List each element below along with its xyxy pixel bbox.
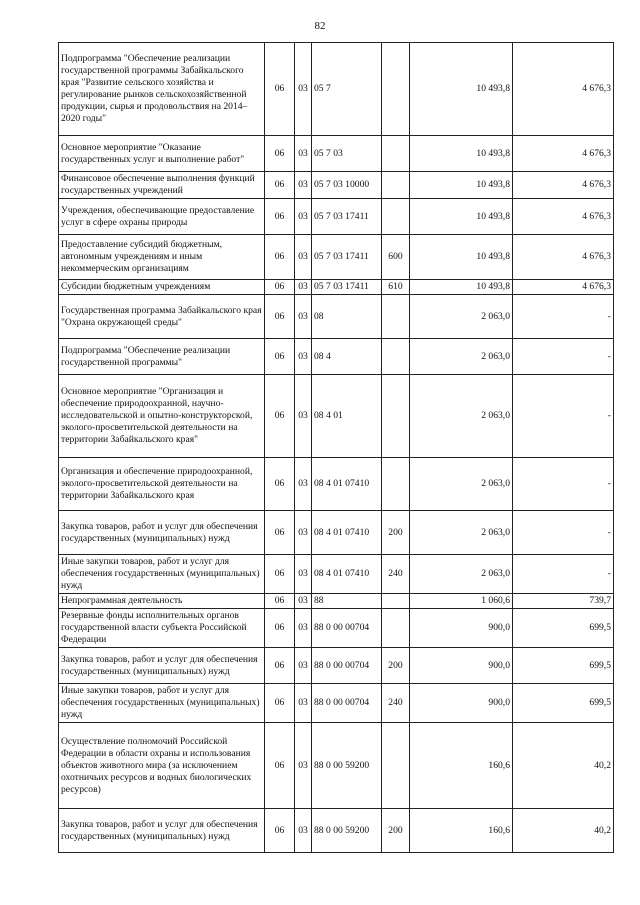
- expense-type-cell: 200: [382, 511, 410, 555]
- amount-plan-cell: 900,0: [410, 684, 513, 723]
- amount-plan-cell: 2 063,0: [410, 339, 513, 375]
- row-name-cell: Субсидии бюджетным учреждениям: [59, 280, 265, 295]
- subsection-code-cell: 03: [295, 235, 312, 280]
- row-name-cell: Закупка товаров, работ и услуг для обеспечения государственных (муниципальных) нужд: [59, 511, 265, 555]
- amount-plan-cell: 2 063,0: [410, 555, 513, 594]
- section-code-cell: 06: [265, 809, 295, 853]
- amount-actual-cell: 699,5: [513, 609, 614, 648]
- subsection-code-cell: 03: [295, 723, 312, 809]
- target-article-cell: 05 7 03 17411: [312, 199, 382, 235]
- amount-actual-cell: -: [513, 555, 614, 594]
- expense-type-cell: 200: [382, 809, 410, 853]
- amount-plan-cell: 10 493,8: [410, 280, 513, 295]
- target-article-cell: 05 7 03: [312, 136, 382, 172]
- subsection-code-cell: 03: [295, 458, 312, 511]
- table-row: [59, 375, 614, 458]
- subsection-code-cell: 03: [295, 199, 312, 235]
- amount-plan-cell: 900,0: [410, 648, 513, 684]
- row-name-cell: Подпрограмма "Обеспечение реализации государственной программы Забайкальского края "Развитие сельского хозяйства и регулирование рынков сельскохозяйственной продукции, сырья и продовольствия на 2014–2020 годы": [59, 43, 265, 136]
- amount-actual-cell: 699,5: [513, 684, 614, 723]
- target-article-cell: 05 7: [312, 43, 382, 136]
- section-code-cell: 06: [265, 375, 295, 458]
- table-row: [59, 199, 614, 235]
- subsection-code-cell: 03: [295, 375, 312, 458]
- expense-type-cell: 600: [382, 235, 410, 280]
- expense-type-cell: [382, 43, 410, 136]
- row-name-cell: Подпрограмма "Обеспечение реализации государственной программы": [59, 339, 265, 375]
- amount-actual-cell: 4 676,3: [513, 43, 614, 136]
- amount-plan-cell: 900,0: [410, 609, 513, 648]
- row-name-cell: Учреждения, обеспечивающие предоставление услуг в сфере охраны природы: [59, 199, 265, 235]
- table-row: [59, 235, 614, 280]
- target-article-cell: 05 7 03 10000: [312, 172, 382, 199]
- table-row: [59, 43, 614, 136]
- amount-actual-cell: 4 676,3: [513, 235, 614, 280]
- table-row: [59, 609, 614, 648]
- row-name-cell: Непрограммная деятельность: [59, 594, 265, 609]
- amount-actual-cell: 4 676,3: [513, 280, 614, 295]
- subsection-code-cell: 03: [295, 136, 312, 172]
- expense-type-cell: 200: [382, 648, 410, 684]
- amount-actual-cell: -: [513, 511, 614, 555]
- row-name-cell: Осуществление полномочий Российской Федерации в области охраны и использования объектов животного мира (за исключением охотничьих ресурсов и водных биологических ресурсов): [59, 723, 265, 809]
- target-article-cell: 08 4 01 07410: [312, 555, 382, 594]
- expense-type-cell: 240: [382, 555, 410, 594]
- section-code-cell: 06: [265, 648, 295, 684]
- section-code-cell: 06: [265, 609, 295, 648]
- expense-type-cell: 240: [382, 684, 410, 723]
- table-row: [59, 295, 614, 339]
- expense-type-cell: [382, 172, 410, 199]
- section-code-cell: 06: [265, 172, 295, 199]
- target-article-cell: 88 0 00 59200: [312, 809, 382, 853]
- expense-type-cell: [382, 458, 410, 511]
- amount-plan-cell: 160,6: [410, 723, 513, 809]
- expense-type-cell: [382, 594, 410, 609]
- row-name-cell: Финансовое обеспечение выполнения функций государственных учреждений: [59, 172, 265, 199]
- page-number: 82: [314, 20, 326, 32]
- budget-table: [58, 42, 614, 853]
- section-code-cell: 06: [265, 43, 295, 136]
- target-article-cell: 08 4 01 07410: [312, 458, 382, 511]
- section-code-cell: 06: [265, 555, 295, 594]
- amount-plan-cell: 10 493,8: [410, 199, 513, 235]
- expense-type-cell: [382, 339, 410, 375]
- amount-plan-cell: 2 063,0: [410, 511, 513, 555]
- amount-actual-cell: 4 676,3: [513, 172, 614, 199]
- target-article-cell: 88 0 00 59200: [312, 723, 382, 809]
- target-article-cell: 08 4 01: [312, 375, 382, 458]
- amount-actual-cell: 40,2: [513, 723, 614, 809]
- amount-plan-cell: 1 060,6: [410, 594, 513, 609]
- amount-actual-cell: 40,2: [513, 809, 614, 853]
- expense-type-cell: [382, 375, 410, 458]
- table-row: [59, 594, 614, 609]
- subsection-code-cell: 03: [295, 511, 312, 555]
- table-row: [59, 172, 614, 199]
- target-article-cell: 08 4: [312, 339, 382, 375]
- amount-plan-cell: 10 493,8: [410, 172, 513, 199]
- expense-type-cell: [382, 609, 410, 648]
- expense-type-cell: 610: [382, 280, 410, 295]
- amount-plan-cell: 2 063,0: [410, 458, 513, 511]
- table-row: [59, 458, 614, 511]
- amount-actual-cell: 739,7: [513, 594, 614, 609]
- subsection-code-cell: 03: [295, 609, 312, 648]
- target-article-cell: 05 7 03 17411: [312, 235, 382, 280]
- subsection-code-cell: 03: [295, 43, 312, 136]
- amount-actual-cell: -: [513, 375, 614, 458]
- expense-type-cell: [382, 723, 410, 809]
- target-article-cell: 08 4 01 07410: [312, 511, 382, 555]
- table-row: [59, 723, 614, 809]
- target-article-cell: 88 0 00 00704: [312, 609, 382, 648]
- expense-type-cell: [382, 295, 410, 339]
- section-code-cell: 06: [265, 235, 295, 280]
- amount-actual-cell: -: [513, 458, 614, 511]
- subsection-code-cell: 03: [295, 339, 312, 375]
- subsection-code-cell: 03: [295, 684, 312, 723]
- amount-actual-cell: -: [513, 339, 614, 375]
- target-article-cell: 05 7 03 17411: [312, 280, 382, 295]
- section-code-cell: 06: [265, 199, 295, 235]
- subsection-code-cell: 03: [295, 295, 312, 339]
- section-code-cell: 06: [265, 684, 295, 723]
- amount-actual-cell: -: [513, 295, 614, 339]
- row-name-cell: Предоставление субсидий бюджетным, автономным учреждениям и иным некоммерческим организациям: [59, 235, 265, 280]
- amount-plan-cell: 160,6: [410, 809, 513, 853]
- subsection-code-cell: 03: [295, 648, 312, 684]
- section-code-cell: 06: [265, 594, 295, 609]
- subsection-code-cell: 03: [295, 280, 312, 295]
- row-name-cell: Закупка товаров, работ и услуг для обеспечения государственных (муниципальных) нужд: [59, 809, 265, 853]
- target-article-cell: 08: [312, 295, 382, 339]
- subsection-code-cell: 03: [295, 809, 312, 853]
- row-name-cell: Резервные фонды исполнительных органов государственной власти субъекта Российской Федерации: [59, 609, 265, 648]
- row-name-cell: Иные закупки товаров, работ и услуг для обеспечения государственных (муниципальных) нужд: [59, 684, 265, 723]
- section-code-cell: 06: [265, 280, 295, 295]
- amount-plan-cell: 2 063,0: [410, 295, 513, 339]
- row-name-cell: Иные закупки товаров, работ и услуг для обеспечения государственных (муниципальных) нужд: [59, 555, 265, 594]
- subsection-code-cell: 03: [295, 555, 312, 594]
- table-row: [59, 136, 614, 172]
- row-name-cell: Основное мероприятие "Оказание государственных услуг и выполнение работ": [59, 136, 265, 172]
- row-name-cell: Основное мероприятие "Организация и обеспечение природоохранной, научно-исследовательской и опытно-конструкторской, эколого-просветительской деятельности на территории Забайкальского края": [59, 375, 265, 458]
- table-row: [59, 648, 614, 684]
- section-code-cell: 06: [265, 458, 295, 511]
- amount-plan-cell: 10 493,8: [410, 136, 513, 172]
- table-row: [59, 684, 614, 723]
- section-code-cell: 06: [265, 723, 295, 809]
- amount-plan-cell: 2 063,0: [410, 375, 513, 458]
- expense-type-cell: [382, 199, 410, 235]
- table-row: [59, 555, 614, 594]
- amount-plan-cell: 10 493,8: [410, 43, 513, 136]
- expense-type-cell: [382, 136, 410, 172]
- target-article-cell: 88: [312, 594, 382, 609]
- table-row: [59, 280, 614, 295]
- subsection-code-cell: 03: [295, 594, 312, 609]
- section-code-cell: 06: [265, 295, 295, 339]
- table-row: [59, 809, 614, 853]
- amount-actual-cell: 4 676,3: [513, 136, 614, 172]
- amount-actual-cell: 699,5: [513, 648, 614, 684]
- amount-plan-cell: 10 493,8: [410, 235, 513, 280]
- amount-actual-cell: 4 676,3: [513, 199, 614, 235]
- section-code-cell: 06: [265, 511, 295, 555]
- row-name-cell: Организация и обеспечение природоохранной, эколого-просветительской деятельности на территории Забайкальского края: [59, 458, 265, 511]
- table-row: [59, 339, 614, 375]
- table-row: [59, 511, 614, 555]
- section-code-cell: 06: [265, 136, 295, 172]
- row-name-cell: Закупка товаров, работ и услуг для обеспечения государственных (муниципальных) нужд: [59, 648, 265, 684]
- target-article-cell: 88 0 00 00704: [312, 648, 382, 684]
- section-code-cell: 06: [265, 339, 295, 375]
- target-article-cell: 88 0 00 00704: [312, 684, 382, 723]
- subsection-code-cell: 03: [295, 172, 312, 199]
- row-name-cell: Государственная программа Забайкальского края "Охрана окружающей среды": [59, 295, 265, 339]
